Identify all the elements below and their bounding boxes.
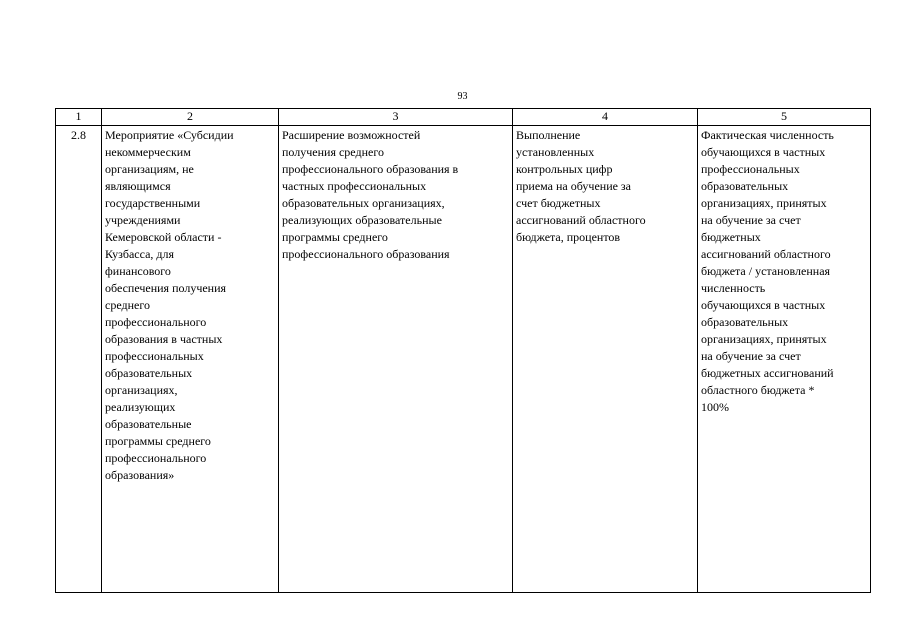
indicator-cell — [513, 126, 698, 593]
row-number-cell — [56, 126, 102, 593]
page-number: 93 — [457, 91, 468, 102]
table-row — [56, 126, 871, 593]
measure-text: Мероприятие «Субсидии некоммерческим организациям, не являющимся государственными учреждениями Кемеровской области - Кузбасса, для финансового обеспечения получения среднего профессионального образования в частных профессиональных образовательных организациях, реализующих образовательные программы среднего профессионального образования» — [105, 128, 234, 482]
indicator-text: Выполнение установленных контрольных цифр приема на обучение за счет бюджетных ассигнований областного бюджета, процентов — [516, 128, 646, 244]
measure-cell — [102, 126, 279, 593]
header-cell-2: 2 — [102, 109, 279, 126]
table-header-row — [56, 109, 871, 126]
header-cell-3: 3 — [279, 109, 513, 126]
row-number: 2.8 — [71, 128, 86, 142]
header-cell-5: 5 — [698, 109, 871, 126]
header-cell-1: 1 — [56, 109, 102, 126]
goal-cell — [279, 126, 513, 593]
header-cell-4: 4 — [513, 109, 698, 126]
formula-cell — [698, 126, 871, 593]
formula-text: Фактическая численность обучающихся в частных профессиональных образовательных организациях, принятых на обучение за счет бюджетных ассигнований областного бюджета / установленная численность обучающихся в частных образовательных организациях, принятых на обучение за счет бюджетных ассигнований областного бюджета * 100% — [701, 128, 834, 414]
goal-text: Расширение возможностей получения среднего профессионального образования в частных профессиональных образовательных организациях, реализующих образовательные программы среднего профессионального образования — [282, 128, 459, 261]
program-measures-table — [55, 108, 871, 593]
